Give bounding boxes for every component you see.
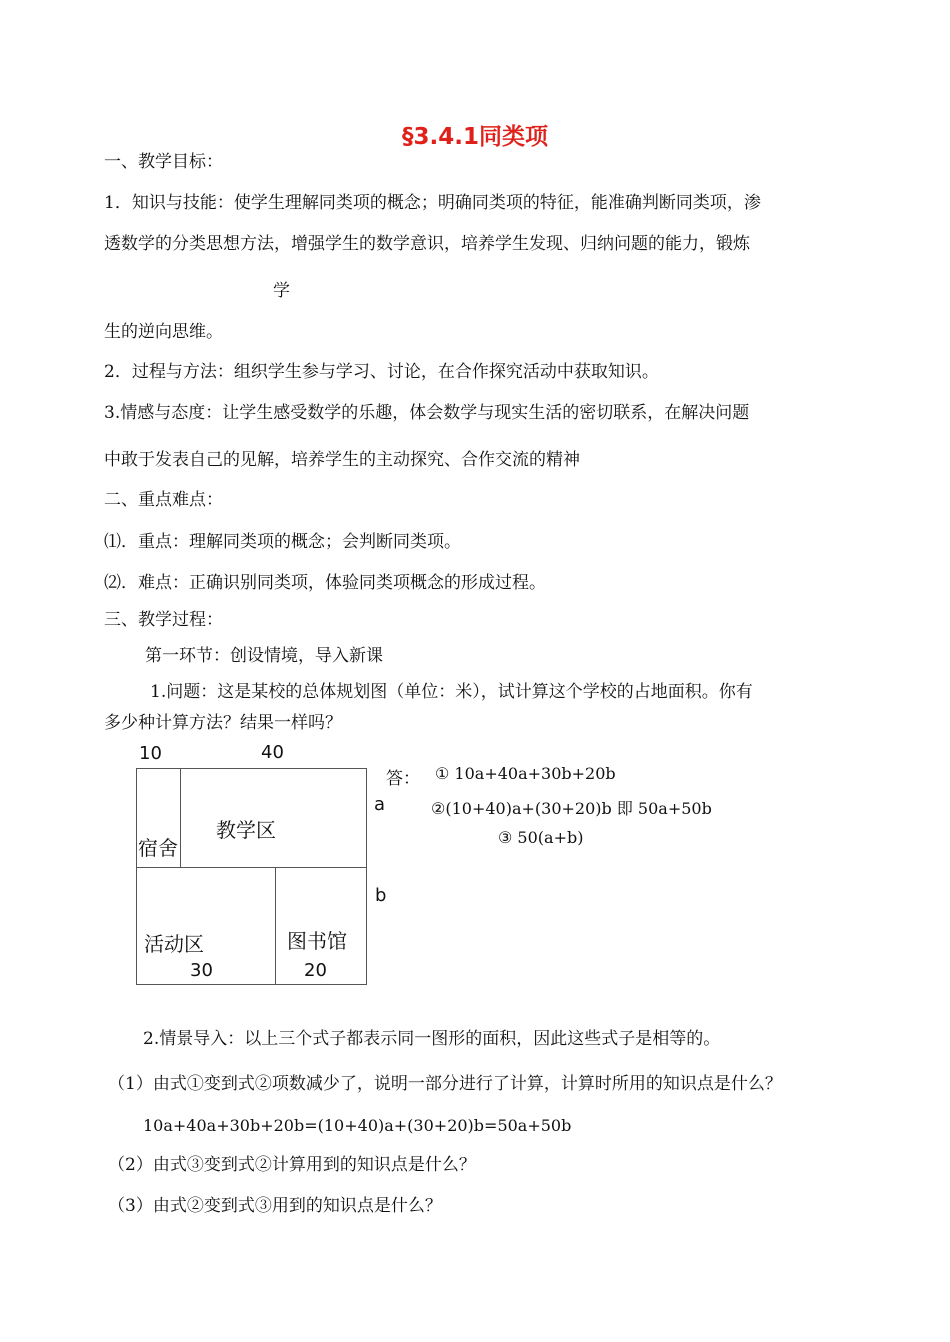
goal-attitude-line-1: 3.情感与态度：让学生感受数学的乐趣，体会数学与现实生活的密切联系，在解决问题 (104, 403, 750, 423)
width-label-10: 10 (139, 743, 162, 764)
page-title: §3.4.1同类项 (402, 124, 548, 150)
scenario-intro: 2.情景导入：以上三个式子都表示同一图形的面积，因此这些式子是相等的。 (143, 1029, 721, 1049)
answer-expression-3: ③ 50(a+b) (498, 828, 584, 847)
campus-plan-diagram (135, 740, 395, 990)
goal-knowledge-line-2: 透数学的分类思想方法，增强学生的数学意识，培养学生发现、归纳问题的能力，锻炼 (104, 234, 750, 254)
question-1-line-2: 多少种计算方法？结果一样吗？ (104, 713, 342, 733)
dorm-label: 宿舍 (138, 836, 178, 860)
prompt-2: （2）由式③变到式②计算用到的知识点是什么？ (108, 1155, 476, 1175)
answer-expression-1: ① 10a+40a+30b+20b (435, 764, 616, 783)
keypoint-difficulty: ⑵．难点：正确识别同类项，体验同类项概念的形成过程。 (104, 573, 546, 593)
goal-attitude-line-2: 中敢于发表自己的见解，培养学生的主动探究、合作交流的精神 (104, 450, 580, 470)
equation-1: 10a+40a+30b+20b=(10+40)a+(30+20)b=50a+50b (143, 1116, 572, 1135)
goal-knowledge-line-3: 生的逆向思维。 (104, 322, 223, 342)
step-one-heading: 第一环节：创设情境，导入新课 (145, 646, 383, 666)
section-objectives-heading: 一、教学目标： (104, 152, 223, 172)
width-label-40: 40 (261, 742, 284, 763)
width-label-20: 20 (304, 960, 327, 981)
activity-area-label: 活动区 (144, 932, 204, 956)
section-keypoints-heading: 二、重点难点： (104, 490, 223, 510)
library-label: 图书馆 (287, 929, 347, 953)
prompt-1: （1）由式①变到式②项数减少了，说明一部分进行了计算，计算时所用的知识点是什么？ (108, 1074, 782, 1094)
answer-label: 答： (386, 769, 420, 789)
goal-knowledge-line-1: 1．知识与技能：使学生理解同类项的概念；明确同类项的特征，能准确判断同类项，渗 (104, 193, 761, 213)
prompt-3: （3）由式②变到式③用到的知识点是什么？ (108, 1196, 442, 1216)
teaching-area-label: 教学区 (216, 818, 276, 842)
answer-expression-2: ②(10+40)a+(30+20)b 即 50a+50b (431, 799, 712, 818)
goal-knowledge-orphan-char: 学 (273, 281, 290, 301)
question-1-line-1: 1.问题：这是某校的总体规划图（单位：米），试计算这个学校的占地面积。你有 (150, 682, 753, 702)
width-label-30: 30 (190, 960, 213, 981)
height-label-a: a (374, 794, 386, 815)
keypoint-focus: ⑴．重点：理解同类项的概念；会判断同类项。 (104, 532, 461, 552)
height-label-b: b (375, 885, 387, 906)
section-process-heading: 三、教学过程： (104, 610, 223, 630)
goal-process: 2．过程与方法：组织学生参与学习、讨论，在合作探究活动中获取知识。 (104, 362, 659, 382)
